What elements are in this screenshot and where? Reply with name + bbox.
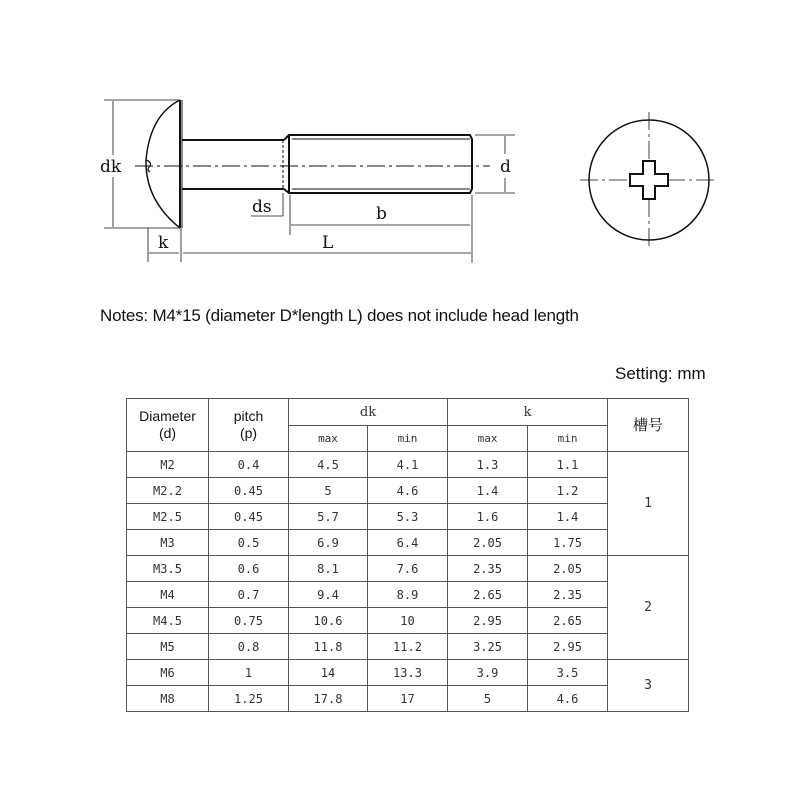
table-row: [127, 686, 689, 712]
cell-k-min: 4.6: [528, 686, 608, 712]
screw-technical-drawing: [0, 0, 800, 300]
cell-dk-min: 5.3: [368, 504, 448, 530]
table-header-row: [127, 399, 689, 426]
cell-k-max: 3.25: [448, 634, 528, 660]
cell-dk-max: 17.8: [289, 686, 368, 712]
notes-text: Notes: M4*15 (diameter D*length L) does not include head length: [100, 306, 579, 325]
header-k-max: max: [448, 426, 528, 452]
cell-d: M2.2: [127, 478, 209, 504]
unit-setting: Setting: mm: [615, 364, 706, 383]
cell-k-max: 3.9: [448, 660, 528, 686]
cell-p: 1: [209, 660, 289, 686]
cell-d: M4: [127, 582, 209, 608]
cell-p: 0.5: [209, 530, 289, 556]
cell-k-max: 2.95: [448, 608, 528, 634]
table-row: [127, 634, 689, 660]
cell-slot-number: 2: [608, 556, 689, 660]
header-slot-number: 槽号: [608, 399, 689, 452]
cell-k-min: 2.95: [528, 634, 608, 660]
table-row: [127, 504, 689, 530]
cell-slot-number: 3: [608, 660, 689, 712]
cell-p: 1.25: [209, 686, 289, 712]
header-k: k: [448, 399, 608, 426]
cell-k-min: 1.2: [528, 478, 608, 504]
cell-p: 0.7: [209, 582, 289, 608]
cell-dk-max: 5.7: [289, 504, 368, 530]
cell-k-max: 1.3: [448, 452, 528, 478]
cell-d: M5: [127, 634, 209, 660]
table-row: [127, 478, 689, 504]
cell-p: 0.45: [209, 504, 289, 530]
dimension-table: [126, 398, 689, 712]
header-pitch: pitch (p): [209, 399, 289, 452]
cell-k-max: 2.65: [448, 582, 528, 608]
cell-dk-max: 11.8: [289, 634, 368, 660]
label-ds: ds: [252, 197, 272, 217]
cell-dk-max: 5: [289, 478, 368, 504]
cell-d: M3: [127, 530, 209, 556]
cell-p: 0.6: [209, 556, 289, 582]
cell-p: 0.8: [209, 634, 289, 660]
header-dk-max: max: [289, 426, 368, 452]
cell-dk-min: 7.6: [368, 556, 448, 582]
cell-k-min: 3.5: [528, 660, 608, 686]
cell-dk-max: 4.5: [289, 452, 368, 478]
cell-k-max: 5: [448, 686, 528, 712]
cell-dk-max: 14: [289, 660, 368, 686]
table-row: [127, 582, 689, 608]
cell-k-min: 2.05: [528, 556, 608, 582]
cell-k-max: 1.6: [448, 504, 528, 530]
cell-p: 0.4: [209, 452, 289, 478]
cell-dk-min: 13.3: [368, 660, 448, 686]
cell-k-min: 1.1: [528, 452, 608, 478]
cell-d: M6: [127, 660, 209, 686]
cell-dk-min: 10: [368, 608, 448, 634]
table-row: [127, 530, 689, 556]
table-row: [127, 452, 689, 478]
cell-k-min: 1.4: [528, 504, 608, 530]
cell-dk-max: 8.1: [289, 556, 368, 582]
header-diameter: Diameter (d): [127, 399, 209, 452]
cell-dk-max: 10.6: [289, 608, 368, 634]
cell-k-min: 2.35: [528, 582, 608, 608]
cell-d: M2.5: [127, 504, 209, 530]
cell-d: M8: [127, 686, 209, 712]
header-dk-min: min: [368, 426, 448, 452]
cell-dk-min: 6.4: [368, 530, 448, 556]
cell-k-max: 1.4: [448, 478, 528, 504]
cell-dk-max: 6.9: [289, 530, 368, 556]
table-row: [127, 608, 689, 634]
label-d: d: [500, 157, 511, 177]
table-row: [127, 556, 689, 582]
cell-p: 0.75: [209, 608, 289, 634]
cell-dk-min: 4.1: [368, 452, 448, 478]
label-L: L: [322, 233, 334, 253]
cell-dk-min: 17: [368, 686, 448, 712]
header-dk: dk: [289, 399, 448, 426]
table-row: [127, 660, 689, 686]
cell-k-min: 2.65: [528, 608, 608, 634]
cell-d: M2: [127, 452, 209, 478]
cell-p: 0.45: [209, 478, 289, 504]
label-b: b: [376, 204, 387, 224]
cell-slot-number: 1: [608, 452, 689, 556]
cell-dk-min: 4.6: [368, 478, 448, 504]
label-dk: dk: [100, 157, 122, 177]
label-k: k: [158, 233, 169, 253]
cell-dk-min: 8.9: [368, 582, 448, 608]
cell-d: M4.5: [127, 608, 209, 634]
cell-k-max: 2.05: [448, 530, 528, 556]
cell-dk-min: 11.2: [368, 634, 448, 660]
screw-head-top-view: [580, 112, 718, 248]
cell-k-max: 2.35: [448, 556, 528, 582]
cell-dk-max: 9.4: [289, 582, 368, 608]
cell-k-min: 1.75: [528, 530, 608, 556]
phillips-cross-icon: [630, 161, 668, 199]
header-k-min: min: [528, 426, 608, 452]
screw-side-view: [135, 100, 490, 228]
cell-d: M3.5: [127, 556, 209, 582]
